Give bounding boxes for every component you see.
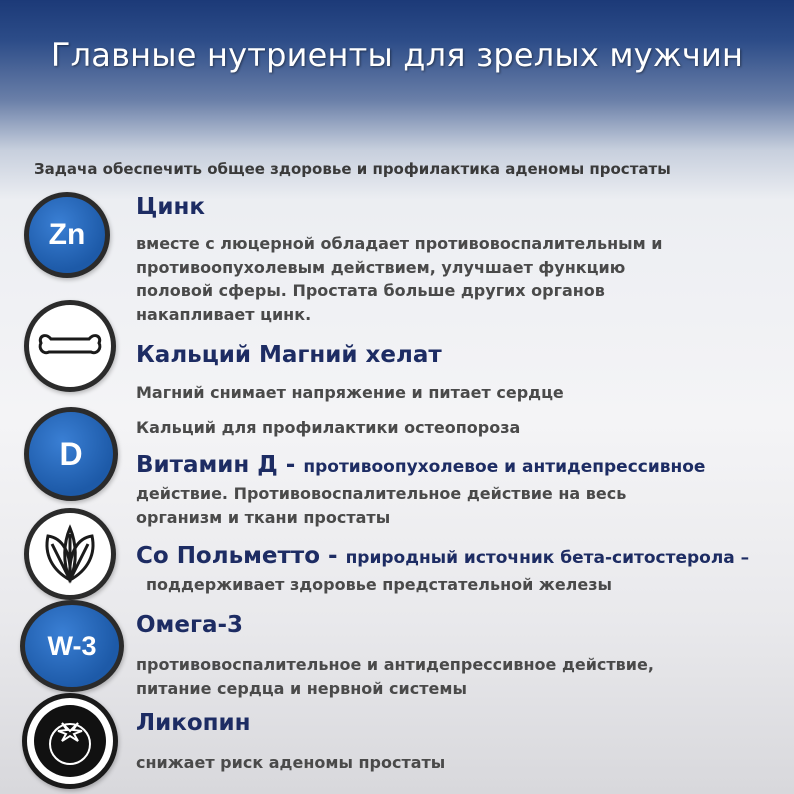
vitamin-d-heading <box>136 452 705 478</box>
page-title: Главные нутриенты для зрелых мужчин <box>50 36 744 74</box>
calcium-magnesium-line: Кальций для профилактики остеопороза <box>136 417 521 437</box>
calcium-magnesium-line: Магний снимает напряжение и питает сердце <box>136 383 564 402</box>
vitamin-d-heading-title: Витамин Д - <box>136 452 304 478</box>
omega-3-heading: Омега-3 <box>136 612 244 638</box>
zinc-badge-icon <box>24 192 110 278</box>
calcium-magnesium-description <box>136 381 564 439</box>
lycopene-heading: Ликопин <box>136 710 251 736</box>
omega-3-line: питание сердца и нервной системы <box>136 678 467 698</box>
tomato-graphic <box>40 711 100 771</box>
vitamin-d-badge-icon <box>24 407 118 501</box>
vitamin-d-heading-extra: противоопухолевое и антидепрессивное <box>303 457 706 477</box>
zinc-description-line: накапливает цинк. <box>136 304 312 324</box>
omega-3-badge-label: W-3 <box>47 630 97 661</box>
leaves-graphic <box>38 522 102 586</box>
zinc-description <box>136 232 662 326</box>
zinc-description-line: половой сферы. Простата больше других органов <box>136 281 605 300</box>
omega-3-line: противовоспалительное и антидепрессивное действие, <box>136 655 654 674</box>
zinc-description-line: вместе с люцерной обладает противовоспалительным и <box>136 234 663 253</box>
omega-3-badge-icon <box>20 600 124 692</box>
vitamin-d-line: организм и ткани простаты <box>136 507 391 527</box>
saw-palmetto-heading <box>136 543 749 569</box>
tomato-circle <box>34 705 106 777</box>
tomato-icon <box>22 693 118 789</box>
zinc-heading: Цинк <box>136 194 205 220</box>
saw-palmetto-line: поддерживает здоровье предстательной железы <box>146 575 612 594</box>
zinc-description-line: противоопухолевым действием, улучшает функцию <box>136 257 626 277</box>
lycopene-line: снижает риск аденомы простаты <box>136 753 446 772</box>
zinc-badge-label: Zn <box>48 218 86 251</box>
saw-palmetto-heading-extra: природный источник бета-ситостерола – <box>345 548 750 568</box>
vitamin-d-description <box>136 482 626 529</box>
calcium-magnesium-heading: Кальций Магний хелат <box>136 342 442 368</box>
lycopene-description <box>136 751 445 775</box>
saw-palmetto-heading-title: Со Польметто - <box>136 543 346 569</box>
saw-palmetto-description <box>146 573 612 597</box>
vitamin-d-badge-label: D <box>59 435 83 472</box>
bone-icon <box>24 300 116 392</box>
omega-3-description <box>136 653 654 700</box>
saw-palmetto-leaves-icon <box>24 508 116 600</box>
vitamin-d-line: действие. Противовоспалительное действие на весь <box>136 484 627 503</box>
page-subtitle: Задача обеспечить общее здоровье и профилактика аденомы простаты <box>34 160 671 178</box>
bone-icon-graphic <box>37 328 103 364</box>
